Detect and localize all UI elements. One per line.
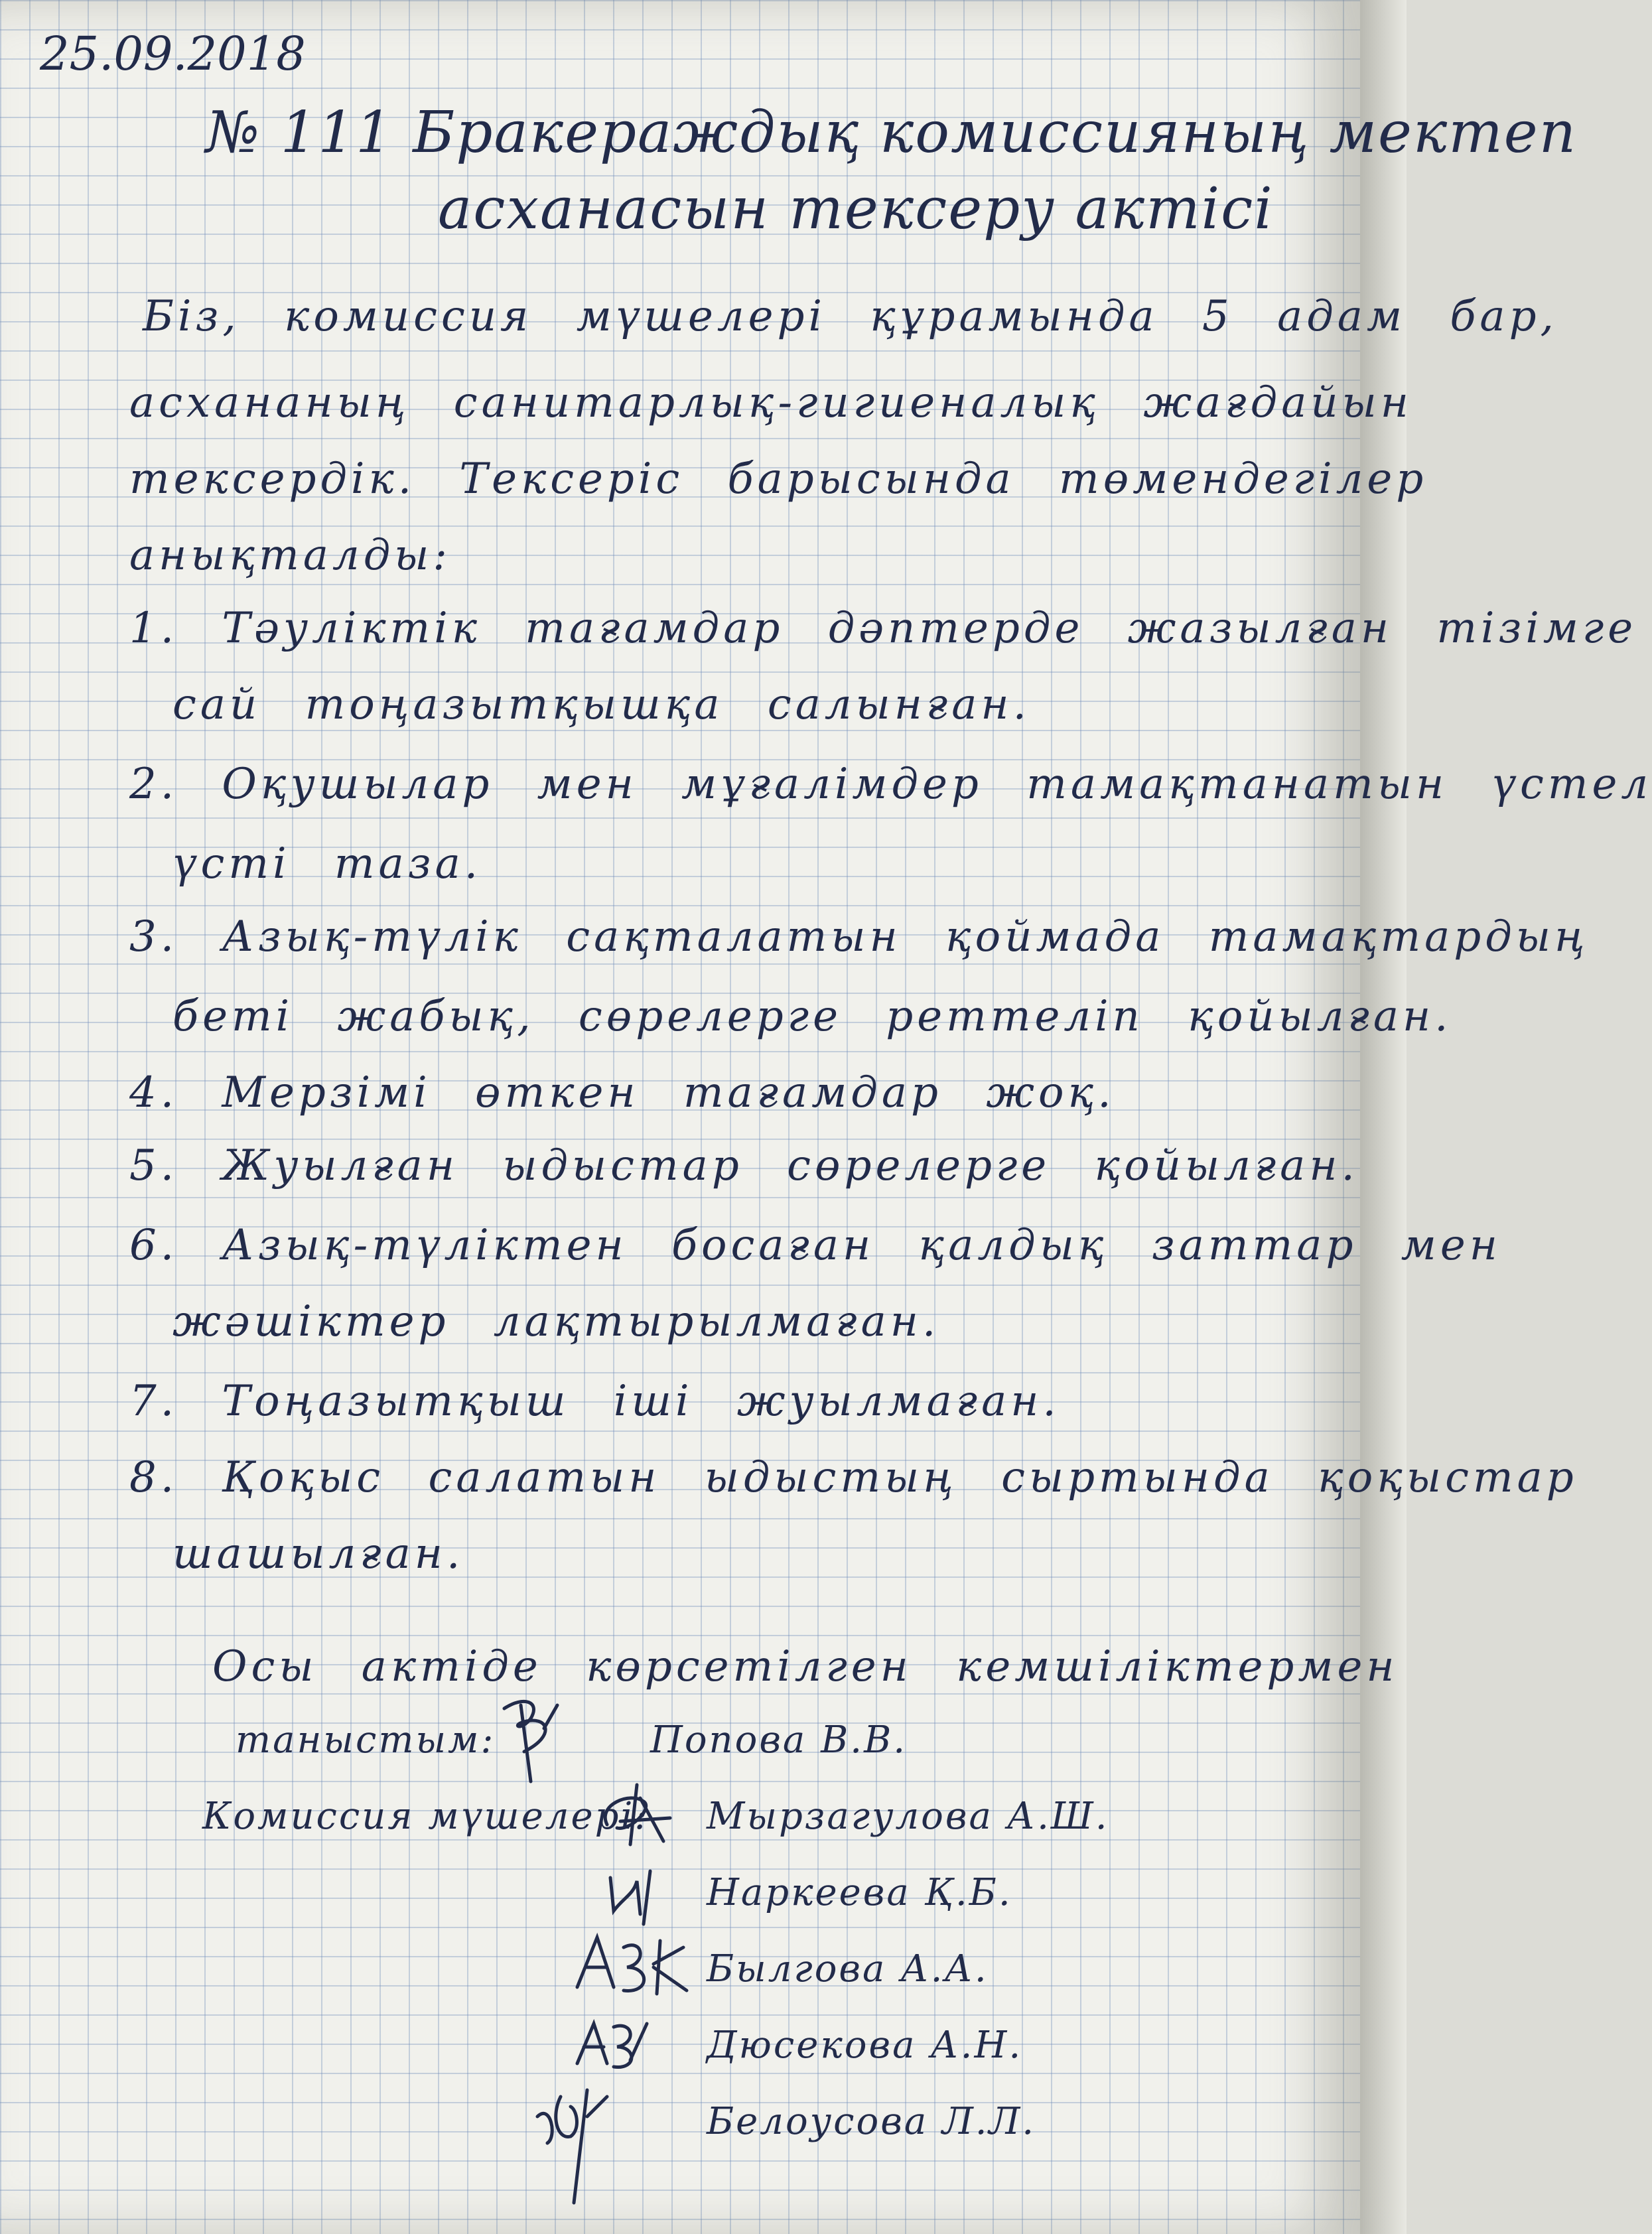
item-3-line-2: беті жабық, сөрелерге реттеліп қойылған. — [172, 992, 1452, 1041]
member-3-signature — [567, 1927, 693, 2007]
item-3-line-1: 3. Азық-түлік сақталатын қоймада тамақтардың — [129, 912, 1589, 961]
item-8-line-1: 8. Қоқыс салатын ыдыстың сыртында қоқыстар — [129, 1453, 1578, 1502]
members-label: Комиссия мүшелері: — [202, 1795, 650, 1838]
director-signature — [484, 1689, 584, 1788]
director-name: Попова В.В. — [650, 1718, 908, 1762]
intro-line-4: анықталды: — [129, 531, 451, 580]
member-4-signature — [567, 2010, 654, 2077]
item-5: 5. Жуылған ыдыстар сөрелерге қойылған. — [129, 1141, 1359, 1190]
closing-line-2: таныстым: — [236, 1718, 496, 1762]
intro-line-3: тексердік. Тексеріс барысында төмендегілер — [129, 454, 1428, 504]
member-1-name: Мырзагулова А.Ш. — [707, 1795, 1109, 1838]
closing-line-1: Осы актіде көрсетілген кемшіліктермен — [212, 1642, 1399, 1691]
member-1-signature — [590, 1778, 683, 1851]
member-2-signature — [597, 1858, 670, 1931]
member-2-name: Наркеева Қ.Б. — [707, 1871, 1012, 1914]
item-1-line-1: 1. Тәуліктік тағамдар дәптерде жазылған тізімге — [129, 604, 1637, 653]
member-5-signature — [524, 2077, 617, 2209]
item-1-line-2: сай тоңазытқышқа салынған. — [172, 680, 1030, 729]
item-2-line-2: үсті таза. — [172, 839, 482, 888]
item-4: 4. Мерзімі өткен тағамдар жоқ. — [129, 1068, 1115, 1117]
member-4-name: Дюсекова А.Н. — [707, 2024, 1023, 2067]
item-6-line-2: жәшіктер лақтырылмаған. — [172, 1297, 940, 1346]
title-line-2: асханасын тексеру актісі — [438, 176, 1274, 242]
item-6-line-1: 6. Азық-түліктен босаған қалдық заттар мен — [129, 1221, 1501, 1270]
intro-line-2: асхананың санитарлық-гигиеналық жағдайын — [129, 378, 1412, 427]
member-3-name: Былгова А.А. — [707, 1947, 989, 1990]
item-7: 7. Тоңазытқыш іші жуылмаған. — [129, 1377, 1060, 1426]
item-2-line-1: 2. Оқушылар мен мұғалімдер тамақтанатын үстел — [129, 760, 1652, 809]
date: 25.09.2018 — [40, 27, 306, 81]
item-8-line-2: шашылған. — [172, 1529, 464, 1578]
title-line-1: № 111 Бракераждық комиссияның мектеп — [206, 100, 1578, 166]
intro-line-1: Біз, комиссия мүшелері құрамында 5 адам бар, — [143, 292, 1558, 341]
member-5-name: Белоусова Л.Л. — [707, 2100, 1036, 2143]
